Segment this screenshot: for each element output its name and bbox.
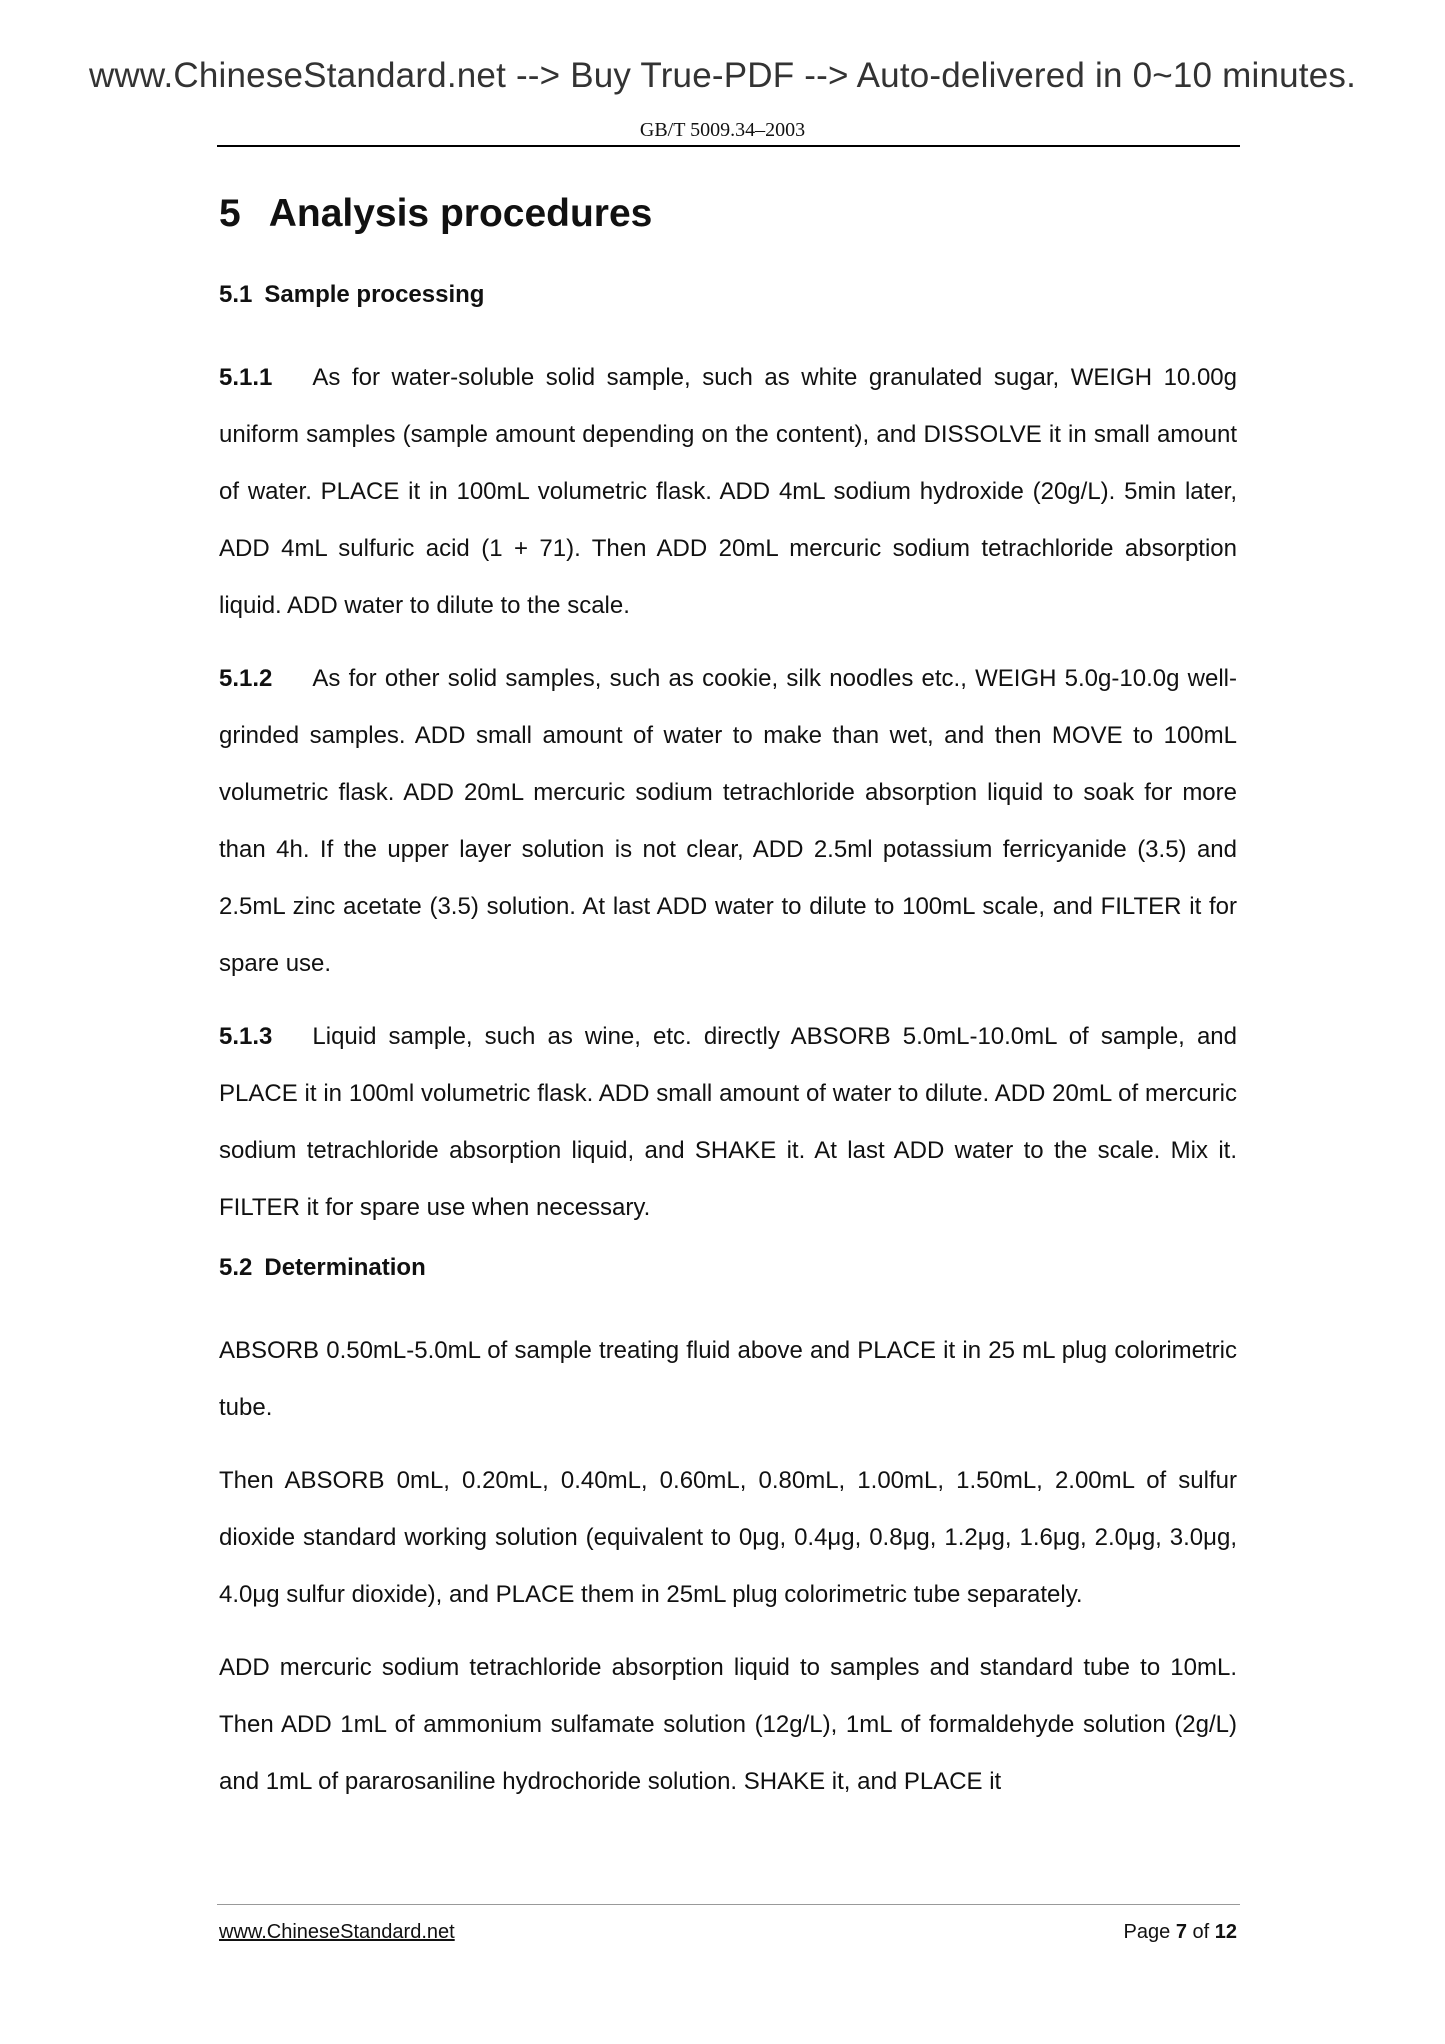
- determination-paragraph: ABSORB 0.50mL-5.0mL of sample treating fluid above and PLACE it in 25 mL plug colorimetric tube.: [219, 1337, 1237, 1421]
- clause-number: 5.1.1: [219, 364, 273, 391]
- clause-text: As for water-soluble solid sample, such as white granulated sugar, WEIGH 10.00g uniform samples (sample amount depending on the content), and DISSOLVE it in small amount of water. PLACE it in 100mL volumetric flask. ADD 4mL sodium hydroxide (20g/L). 5min later, ADD 4mL sulfuric acid (1 + 71). Then ADD 20mL mercuric sodium tetrachloride absorption liquid. ADD water to dilute to the scale.: [219, 364, 1237, 619]
- section-heading-5-1: [219, 279, 1237, 311]
- section-number: 5.2: [219, 1254, 253, 1281]
- section-heading-5-2: [219, 1252, 1237, 1284]
- chapter-title: Analysis procedures: [268, 192, 653, 235]
- header-rule: [217, 145, 1240, 147]
- page-content: [219, 186, 1237, 1826]
- chapter-heading: [219, 186, 1237, 242]
- standard-code: GB/T 5009.34–2003: [639, 119, 806, 141]
- clause-number: 5.1.2: [219, 665, 273, 692]
- clause-text: As for other solid samples, such as cookie, silk noodles etc., WEIGH 5.0g-10.0g well-grinded samples. ADD small amount of water to make than wet, and then MOVE to 100mL volumetric flask. ADD 20mL mercuric sodium tetrachloride absorption liquid to soak for more than 4h. If the upper layer solution is not clear, ADD 2.5ml potassium ferricyanide (3.5) and 2.5mL zinc acetate (3.5) solution. At last ADD water to dilute to 100mL scale, and FILTER it for spare use.: [219, 665, 1237, 977]
- page-of: of: [1192, 1921, 1210, 1943]
- chapter-number: 5: [219, 192, 241, 235]
- clause-5-1-2: [219, 650, 1237, 992]
- page-indicator: [1124, 1921, 1237, 1944]
- clause-5-1-3: [219, 1008, 1237, 1236]
- page-total: 12: [1214, 1921, 1237, 1943]
- section-title: Determination: [264, 1254, 426, 1281]
- section-title: Sample processing: [264, 281, 485, 308]
- footer-site-link[interactable]: www.ChineseStandard.net: [219, 1921, 455, 1943]
- footer-rule: [217, 1904, 1240, 1905]
- page-prefix: Page: [1123, 1921, 1171, 1943]
- clause-text: Liquid sample, such as wine, etc. directly ABSORB 5.0mL-10.0mL of sample, and PLACE it in 100ml volumetric flask. ADD small amount of water to dilute. ADD 20mL of mercuric sodium tetrachloride absorption liquid, and SHAKE it. At last ADD water to the scale. Mix it. FILTER it for spare use when necessary.: [219, 1023, 1237, 1221]
- clause-number: 5.1.3: [219, 1023, 273, 1050]
- section-number: 5.1: [219, 281, 253, 308]
- determination-paragraph: Then ABSORB 0mL, 0.20mL, 0.40mL, 0.60mL, 0.80mL, 1.00mL, 1.50mL, 2.00mL of sulfur dioxide standard working solution (equivalent to 0μg, 0.4μg, 0.8μg, 1.2μg, 1.6μg, 2.0μg, 3.0μg, 4.0μg sulfur dioxide), and PLACE them in 25mL plug colorimetric tube separately.: [219, 1467, 1237, 1608]
- page-current: 7: [1175, 1921, 1187, 1943]
- site-banner: www.ChineseStandard.net --> Buy True-PDF --> Auto-delivered in 0~10 minutes.: [88, 56, 1357, 95]
- clause-5-1-1: [219, 349, 1237, 634]
- determination-paragraph: ADD mercuric sodium tetrachloride absorption liquid to samples and standard tube to 10mL. Then ADD 1mL of ammonium sulfamate solution (12g/L), 1mL of formaldehyde solution (2g/L) and 1mL of pararosaniline hydrochoride solution. SHAKE it, and PLACE it: [219, 1654, 1237, 1795]
